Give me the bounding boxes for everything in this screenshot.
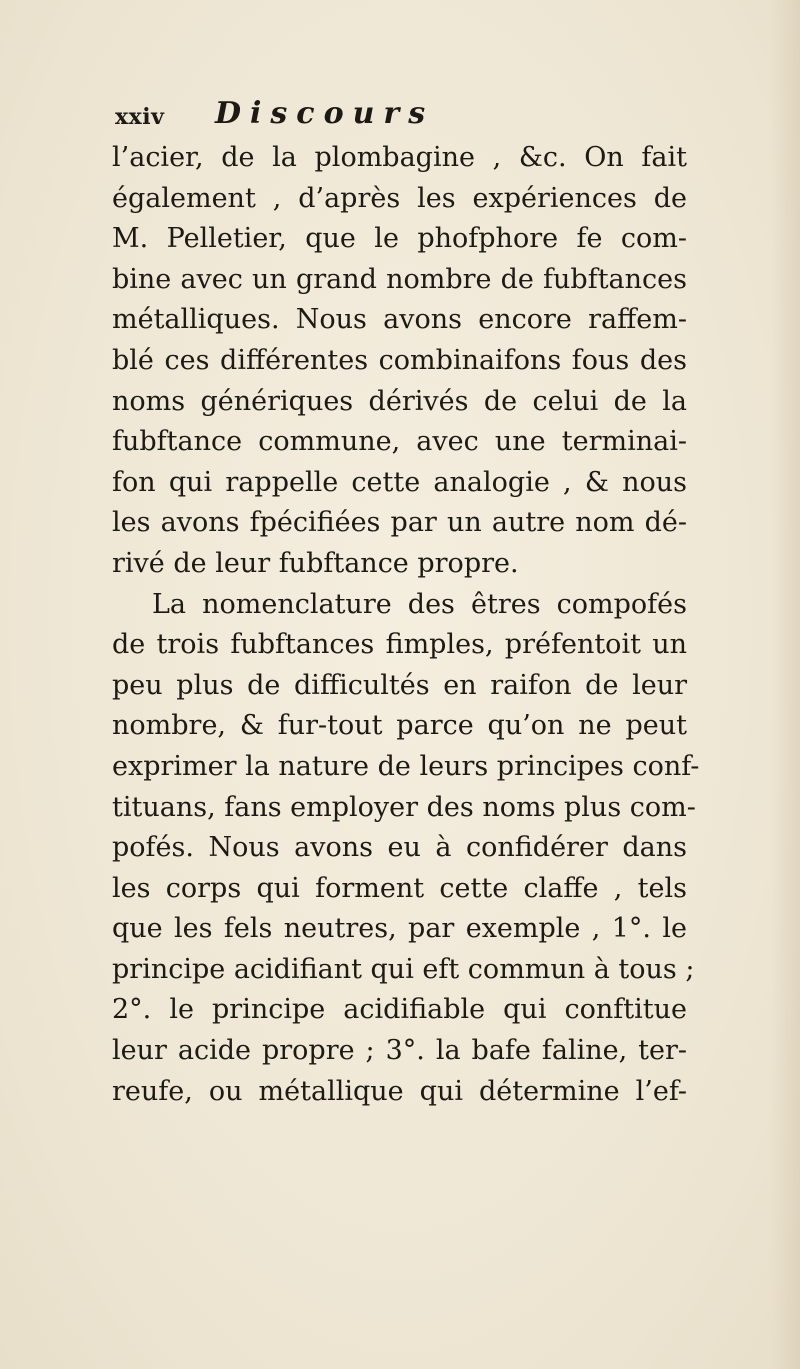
text-line: leur acide propre ; 3°. la bafe faline, ter- — [112, 1035, 687, 1067]
text-line: également , d’après les expériences de — [112, 182, 687, 214]
text-line: reufe, ou métallique qui détermine l’ef- — [112, 1075, 687, 1107]
text-line: métalliques. Nous avons encore raffem- — [112, 304, 687, 336]
page-number: xxiv — [115, 104, 165, 130]
text-line: nombre, & fur-tout parce qu’on ne peut — [112, 710, 687, 742]
text-line: fon qui rappelle cette analogie , & nous — [112, 466, 687, 498]
text-line: La nomenclature des êtres compofés — [152, 588, 687, 620]
text-line: exprimer la nature de leurs principes conf- — [112, 750, 700, 782]
text-line: les corps qui forment cette claffe , tels — [112, 872, 687, 904]
text-line: peu plus de difficultés en raifon de leur — [112, 669, 687, 701]
text-line: rivé de leur fubftance propre. — [112, 547, 519, 579]
page-header — [115, 96, 675, 144]
text-line: pofés. Nous avons eu à confidérer dans — [112, 832, 687, 864]
page-edge-shadow — [770, 0, 800, 1369]
text-line: M. Pelletier, que le phofphore fe com- — [112, 223, 687, 255]
body-text — [112, 138, 700, 1112]
text-line: l’acier, de la plombagine , &c. On fait — [112, 142, 687, 173]
text-line: noms génériques dérivés de celui de la — [112, 385, 687, 417]
text-line: de trois fubftances fimples, préfentoit un — [112, 629, 687, 661]
text-line: les avons fpécifiées par un autre nom dé- — [112, 507, 687, 539]
text-line: 2°. le principe acidifiable qui conftitue — [112, 994, 687, 1026]
text-line: blé ces différentes combinaifons fous des — [112, 344, 687, 376]
text-line: tituans, fans employer des noms plus com- — [112, 791, 696, 823]
running-title: Discours — [215, 96, 435, 131]
paragraph — [112, 585, 700, 1113]
text-line: que les fels neutres, par exemple , 1°. le — [112, 913, 687, 945]
text-line: fubftance commune, avec une terminai- — [112, 426, 687, 458]
text-line: bine avec un grand nombre de fubftances — [112, 263, 687, 295]
text-line: principe acidifiant qui eft commun à tous ; — [112, 953, 695, 985]
paragraph — [112, 138, 687, 585]
